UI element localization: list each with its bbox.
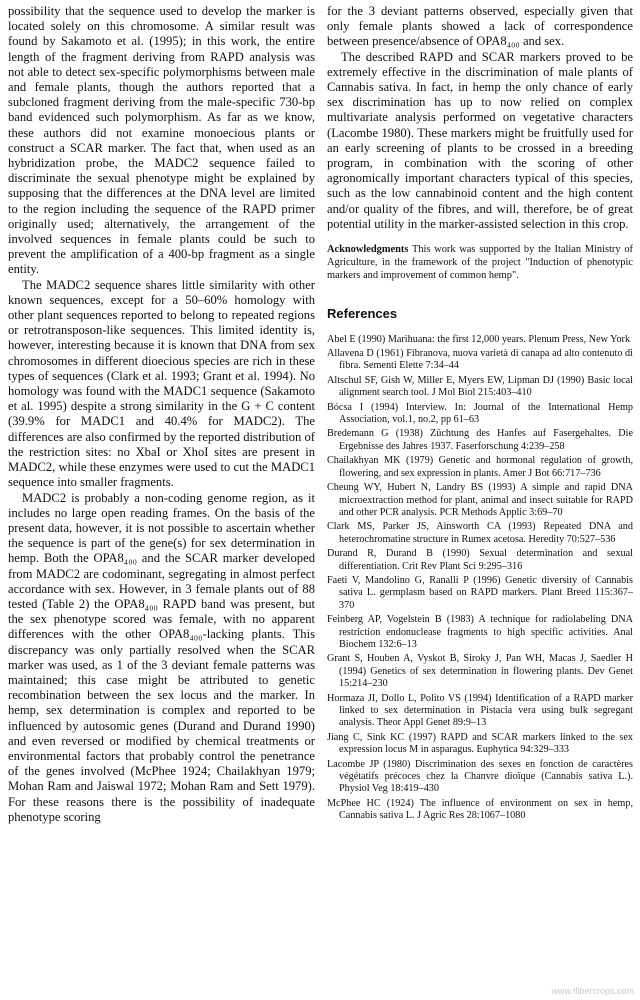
reference-item: Cheung WY, Hubert N, Landry BS (1993) A simple and rapid DNA microextraction method for plant, animal and insect suitable for RAPD and other PCR analysis. PCR Methods Applic 3:69–70: [327, 482, 633, 518]
body-paragraph: for the 3 deviant patterns observed, especially given that only female plants showed a lack of correspondence between presence/absence of OPA8₄₀₀ and sex.: [327, 4, 633, 49]
reference-item: Allavena D (1961) Fibranova, nuova varietà di canapa ad alto contenuto di fibra. Sementi Elette 7:34–44: [327, 348, 633, 372]
acknowledgments: [327, 244, 633, 282]
reference-item: Feinberg AP, Vogelstein B (1983) A technique for radiolabeling DNA restriction endonuclease fragments to high specific activities. Anal Biochem 132:6–13: [327, 614, 633, 650]
reference-item: Faeti V, Mandolino G, Ranalli P (1996) Genetic diversity of Cannabis sativa L. germplasm based on RAPD markers. Plant Breed 115:367–370: [327, 574, 633, 611]
reference-item: Hormaza JI, Dollo L, Polito VS (1994) Identification of a RAPD marker linked to sex determination in Pistacia vera using bulk segregant analysis. Theor Appl Genet 89:9–13: [327, 692, 633, 729]
references-heading: References: [327, 306, 398, 322]
reference-item: Altschul SF, Gish W, Miller E, Myers EW, Lipman DJ (1990) Basic local alignment search tool. J Mol Biol 215:403–410: [327, 374, 633, 399]
watermark: www.tlibercrops.com: [551, 986, 634, 996]
reference-item: Bócsa I (1994) Interview. In: Journal of the International Hemp Association, vol.1, no.2, pp 61–63: [327, 401, 633, 426]
body-paragraph: MADC2 is probably a non-coding genome region, as it includes no large open reading frames. On the basis of the present data, however, it is not possible to ascertain whether the sequence is part of the gene(s) for sex determination in hemp. Both the OPA8₄₀₀ and the SCAR marker developed from MADC2 are codominant, segregating in almost perfect accordance with sex. However, in 3 female plants out of 88 tested (Table 2) the OPA8₄₀₀ RAPD band was present, but the sex phenotype scored was female, with no apparent differences with the other OPA8₄₀₀-lacking plants. This discrepancy was only partially resolved when the SCAR marker was used, as 1 of the 3 deviant female patterns was maintained; this case might be attributed to genetic recombination between the sex locus and the marker. In hemp, sex determination is complex and reported to be influenced by autosomic genes (Durand and Durand 1990) and even reversed or modified by chemical treatments or environmental factors that probably control the penetrance of the genes involved (McPhee 1924; Chailakhyan 1979; Mohan Ram and Jaiswal 1972; Mohan Ram and Sett 1979). For these reasons there is the possibility of inadequate phenotype scoring: [8, 490, 315, 824]
body-paragraph: The described RAPD and SCAR markers proved to be extremely effective in the discrimination of male plants of Cannabis sativa. In fact, in hemp the only chance of early sex discrimination has up to now relied on complex multivariate analysis performed on vegetative characters (Lacombe 1980). These markers might be fruitfully used for an early screening of plants to be crossed in a breeding program, in combination with the scoring of other agronomically important characters typical of this species, such as the low cannabinoid content and the high content and/or quality of the fibres, and will, therefore, be of great potential utility in the marker-assisted selection in this crop.: [327, 49, 633, 231]
reference-item: McPhee HC (1924) The influence of environment on sex in hemp, Cannabis sativa L. J Agric Res 28:1067–1080: [327, 797, 633, 822]
reference-item: Lacombe JP (1980) Discrimination des sexes en fonction de caractères végétatifs précoces chez la Chanvre dioïque (Cannabis sativa L.). Physiol Veg 18:419–430: [327, 758, 633, 795]
reference-item: Clark MS, Parker JS, Ainsworth CA (1993) Repeated DNA and heterochromatine structure in Rumex acetosa. Heredity 70:527–536: [327, 521, 633, 545]
body-paragraph: possibility that the sequence used to develop the marker is located solely on this chromosome. A similar result was found by Sakamoto et al. (1995); in this work, the entire length of the fragment deriving from RAPD analysis was not able to detect sex-specific polymorphisms between male and female plants, though the authors reported that a subcloned fragment deriving from the male-specific 730-bp band evidenced such polymorphism. As far as we know, these authors did not examine monoecious plants or construct a SCAR marker. The fact that, when used as an hybridization probe, the MADC2 sequence failed to discriminate the sexual phenotype might be explained by supposing that the differences at the DNA level are limited to the region including the sequence of the RAPD primer originally used; alternatively, the arrangement of the involved sequences in female plants could be such to prevent the amplification of a 400-bp fragment as a single entity.: [8, 4, 315, 277]
left-column: [8, 4, 315, 825]
reference-item: Jiang C, Sink KC (1997) RAPD and SCAR markers linked to the sex expression locus M in asparagus. Euphytica 94:329–333: [327, 731, 633, 756]
reference-item: Bredemann G (1938) Züchtung des Hanfes auf Fasergehaltes. Die Ergebnisse des Jahres 1937. Faserforschung 4:239–258: [327, 428, 633, 452]
reference-item: Grant S, Houben A, Vyskot B, Siroky J, Pan WH, Macas J, Saedler H (1994) Genetics of sex determination in flowering plants. Dev Genet 15:214–230: [327, 653, 633, 690]
reference-item: Durand R, Durand B (1990) Sexual determination and sexual differentiation. Crit Rev Plant Sci 9:295–316: [327, 548, 633, 572]
reference-list: [327, 334, 633, 823]
acknowledgments-text: This work was supported by the Italian Ministry of Agriculture, in the framework of the project "Induction of phenotypic markers and improvement of common hemp".: [327, 244, 633, 281]
right-column: [327, 4, 633, 825]
body-paragraph: The MADC2 sequence shares little similarity with other known sequences, except for a 50–60% homology with other plant sequences reported to belong to repeated regions or retrotransposon-like sequences. This limited identity is, however, interesting because it is known that DNA from sex chromosomes in different dioecious species are rich in these types of sequences (Clark et al. 1993; Grant et al. 1994). No homology was found with the MADC1 sequence (Sakamoto et al. 1995) despite a strong similarity in the G + C content (39.9% for MADC1 and 40.4% for MADC2). The differences are also confirmed by the reported distribution of the restriction sites: no XbaI or XhoI sites are present in MADC2, while these enzymes were used to cut the MADC1 sequence into smaller fragments.: [8, 277, 315, 490]
reference-item: Chailakhyan MK (1979) Genetic and hormonal regulation of growth, flowering, and sex expression in plants. Amer J Bot 66:717–736: [327, 455, 633, 479]
acknowledgments-label: Acknowledgments: [327, 244, 409, 256]
reference-item: Abel E (1990) Marihuana: the first 12,000 years. Plenum Press, New York: [327, 333, 631, 345]
